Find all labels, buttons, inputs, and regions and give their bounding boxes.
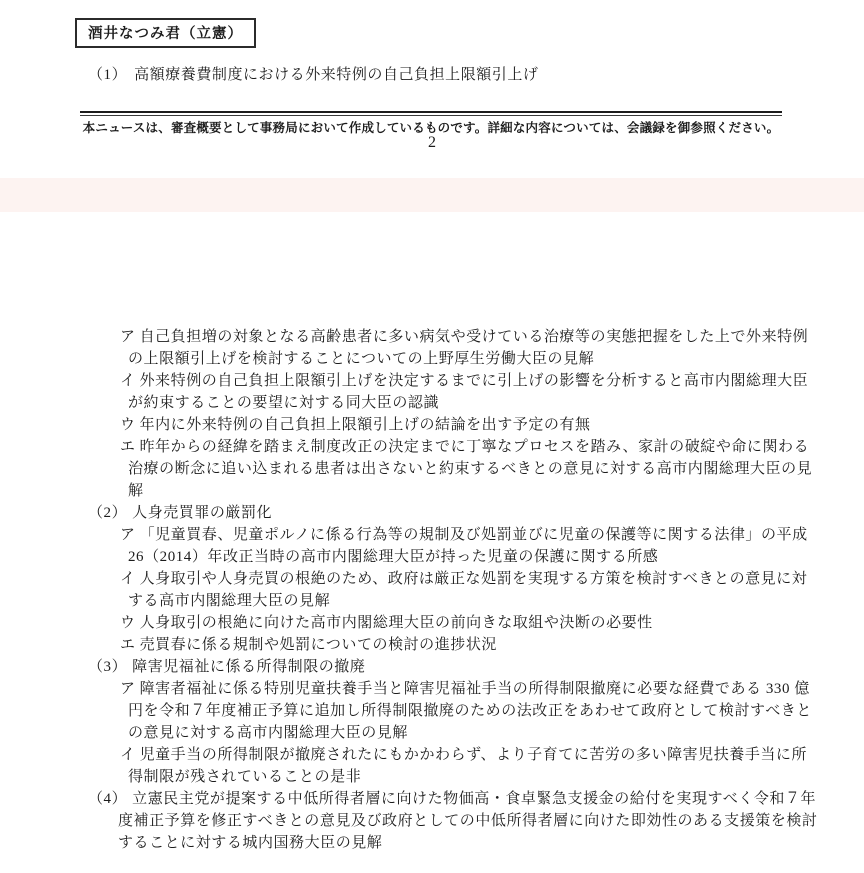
outline-line [0,700,864,722]
outline-item-text: 自己負担増の対象となる高齢患者に多い病気や受けている治療等の実態把握をした上で外来特例 [139,329,809,345]
outline-line [0,656,864,678]
outline-line [0,766,864,788]
outline-item-label: エ [120,439,136,455]
outline-item-label: ウ [120,615,136,631]
outline-item-text: 人身取引の根絶に向けた高市内閣総理大臣の前向きな取組や決断の必要性 [139,615,653,631]
outline-item-text: 立憲民主党が提案する中低所得者層に向けた物価高・食卓緊急支援金の給付を実現すべく令和７年 [132,791,817,807]
outline-item-text: 売買春に係る規制や処罰についての検討の進捗状況 [139,637,497,653]
outline-line [0,678,864,700]
outline-line [0,744,864,766]
outline-item-label: ア [120,329,136,345]
outline-line [0,634,864,656]
outline-item-text: 円を令和７年度補正予算に追加し所得制限撤廃のための法改正をあわせて政府として検討すべきと [128,703,812,719]
outline-line [0,612,864,634]
outline-item-1 [0,64,864,86]
outline-item-label: エ [120,637,136,653]
outline-item-label: ア [120,681,136,697]
outline-item-text: 治療の断念に追い込まれる患者は出さないと約束するべきとの意見に対する高市内閣総理大臣の見 [128,461,813,477]
outline-item-text: 度補正予算を修正すべきとの意見及び政府としての中低所得者層に向けた即効性のある支援策を検討 [118,813,818,829]
outline-line [0,414,864,436]
outline-line [0,480,864,502]
outline-line [0,348,864,370]
outline-line [0,590,864,612]
outline-line [0,810,864,832]
outline-item-text: の意見に対する高市内閣総理大臣の見解 [128,725,408,741]
outline-item-text: が約束することの要望に対する同大臣の認識 [128,395,440,411]
outline-item-text: する高市内閣総理大臣の見解 [128,593,331,609]
outline-line [0,722,864,744]
outline-line [0,546,864,568]
page-number: 2 [428,134,436,151]
outline-item-text: 障害児福祉に係る所得制限の撤廃 [132,659,366,675]
outline-line [0,524,864,546]
outline-item-text: することに対する城内国務大臣の見解 [118,835,383,851]
outline-item-label: ウ [120,417,136,433]
outline-item-text: 年内に外来特例の自己負担上限額引上げの結論を出す予定の有無 [139,417,591,433]
outline-line [0,458,864,480]
outline-item-text: 人身売買罪の厳罰化 [132,505,273,521]
outline-item-label: イ [120,571,136,587]
outline-line [0,436,864,458]
outline-item-text: 得制限が残されていることの是非 [128,769,362,785]
outline-line [0,392,864,414]
outline-item-text: 解 [128,483,144,499]
outline-line [0,832,864,854]
outline-line [0,502,864,524]
outline-item-text: 外来特例の自己負担上限額引上げを決定するまでに引上げの影響を分析すると高市内閣総理大臣 [139,373,809,389]
speaker-name-label: 酒井なつみ君（立憲） [88,26,243,42]
outline-item-1-label: （1） [88,67,128,83]
outline-item-label: （2） [88,505,128,521]
outline-item-text: 「児童買春、児童ポルノに係る行為等の規制及び処罰並びに児童の保護等に関する法律」の平成 [139,527,808,543]
footer-note: 本ニュースは、審査概要として事務局において作成しているものです。詳細な内容については、会議録を御参照ください。 [82,121,780,135]
footer-rule [80,111,782,116]
outline-item-label: イ [120,373,136,389]
outline-item-label: （4） [88,791,128,807]
outline-item-text: 26（2014）年改正当時の高市内閣総理大臣が持った児童の保護に関する所感 [128,549,659,565]
outline-line [0,326,864,348]
outline-item-label: ア [120,527,136,543]
outline-line [0,370,864,392]
outline-line [0,568,864,590]
outline-item-text: 昨年からの経緯を踏まえ制度改正の決定までに丁寧なプロセスを踏み、家計の破綻や命に関わる [139,439,810,455]
page-break-band [0,178,864,212]
speaker-name-box [75,18,256,48]
outline-item-label: イ [120,747,136,763]
outline-line [0,788,864,810]
outline-item-text: 児童手当の所得制限が撤廃されたにもかかわらず、より子育てに苦労の多い障害児扶養手当に所 [139,747,808,763]
outline-item-label: （3） [88,659,128,675]
outline-item-text: 人身取引や人身売買の根絶のため、政府は厳正な処罰を実現する方策を検討すべきとの意見に対 [139,571,808,587]
outline-item-1-text: 高額療養費制度における外来特例の自己負担上限額引上げ [134,67,539,83]
outline-list [0,326,864,854]
outline-item-text: 障害者福祉に係る特別児童扶養手当と障害児福祉手当の所得制限撤廃に必要な経費である 330 億 [139,681,810,697]
outline-item-text: の上限額引上げを検討することについての上野厚生労働大臣の見解 [128,351,595,367]
